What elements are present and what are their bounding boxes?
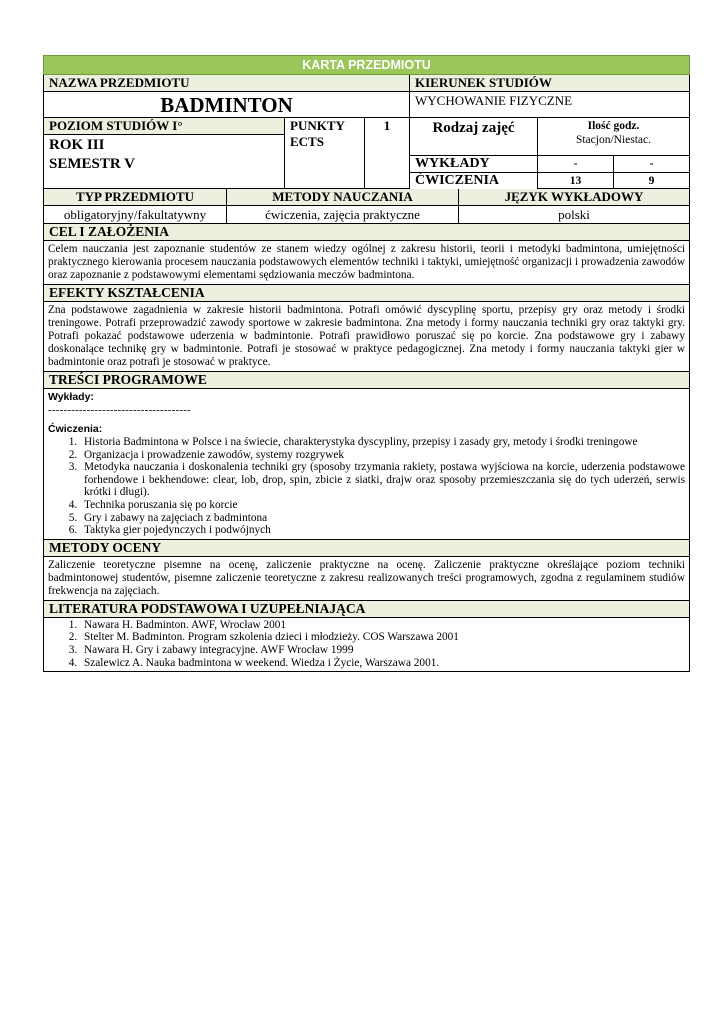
ects-value: 1 (364, 118, 409, 189)
lectures-heading: Wykłady: (48, 391, 94, 403)
direction-label: KIERUNEK STUDIÓW (409, 75, 689, 92)
list-item: 4. Technika poruszania się po korcie (80, 499, 685, 512)
type-value: obligatoryjny/fakultatywny (63, 207, 207, 222)
list-item: 3. Nawara H. Gry i zabawy integracyjne. AWF Wrocław 1999 (80, 644, 685, 657)
level-label: POZIOM STUDIÓW I° (44, 118, 284, 135)
list-item: 2. Stelter M. Badminton. Program szkolenia dzieci i młodzieży. COS Warszawa 2001 (80, 631, 685, 644)
list-item: 1. Nawara H. Badminton. AWF, Wrocław 2001 (80, 619, 685, 632)
list-item: 3. Metodyka nauczania i doskonalenia techniki gry (sposoby trzymania rakiety, postawa wyjściowa na korcie, uderzenia podstawowe forhendowe i bekhendowe: clear, lob, drop, spin, zbicie z siatki, drajw oraz sposoby przemieszczania się do tych uderzeń, serwis krótki i długi). (80, 461, 685, 499)
year-semester (44, 135, 284, 189)
course-card (43, 55, 690, 672)
hours-modes: Stacjon/Niestac. (575, 134, 652, 146)
hours-header (537, 118, 689, 155)
goals-text: Celem nauczania jest zapoznanie studentów ze stanem wiedzy ogólnej z zakresu historii, teorii i metodyki badmintona, umiejętności praktycznego kierowania procesem nauczania podstawowych elementów techniki i taktyki, umiejętność organizacji i prowadzenia zawodów oraz zapoznanie z podstawowymi elementami sędziowania meczów badmintona. (43, 241, 690, 285)
methods-value: ćwiczenia, zajęcia praktyczne (226, 206, 458, 224)
outcomes-text: Zna podstawowe zagadnienia w zakresie historii badmintona. Potrafi omówić dyscyplinę sportu, przepisy gry oraz metody i środki treningowe. Potrafi przeprowadzić zawody sportowe w zakresie badmintona. Zna metody i formy nauczania techniki gry oraz taktyki gry. Potrafi pokazać podstawowe uderzenia w badmintonie. Potrafi prawidłowo poruszać się po korcie. Zna podstawowe gry i zabawy doskonalące technikę gry w badmintonie. Potrafi je stosować w praktyce pedagogicznej. Zna metody i formy nauczania taktyki gier w badmintonie oraz potrafi je stosować w praktyce. (43, 302, 690, 372)
language-label: JĘZYK WYKŁADOWY (458, 189, 689, 206)
subject-row (43, 75, 690, 118)
year-value: ROK III (49, 137, 105, 153)
language-value: polski (458, 206, 689, 224)
lectures-parttime: - (613, 155, 689, 172)
program-body (43, 389, 690, 540)
program-title: TREŚCI PROGRAMOWE (43, 372, 690, 389)
subject-name-label: NAZWA PRZEDMIOTU (44, 75, 409, 92)
list-item: 1. Historia Badmintona w Polsce i na świecie, charakterystyka dyscypliny, przepisy i zasady gry, metody i środki treningowe (80, 436, 685, 449)
ects-label-line-1: PUNKTY (290, 118, 345, 133)
literature-title: LITERATURA PODSTAWOWA I UZUPEŁNIAJĄCA (43, 601, 690, 618)
list-item: 4. Szalewicz A. Nauka badmintona w weekend. Wiedza i Życie, Warszawa 2001. (80, 657, 685, 670)
lectures-fulltime: - (537, 155, 613, 172)
level-row (43, 118, 690, 189)
hours-label: Ilość godz. (587, 120, 640, 132)
lectures-label: WYKŁADY (409, 155, 537, 172)
literature-list (48, 619, 685, 669)
assessment-title: METODY OCENY (43, 540, 690, 557)
type-label: TYP PRZEDMIOTU (44, 189, 226, 206)
semester-value: SEMESTR V (49, 156, 136, 172)
assessment-text: Zaliczenie teoretyczne pisemne na ocenę, zaliczenie praktyczne na ocenę. Zaliczenie praktyczne określające poziom techniki badmintonowej studentów, pisemne zaliczenie teoretyczne z zakresu realizowanych treści programowych, zgodna z regulaminem studiów frekwencja na zajęciach. (43, 557, 690, 601)
card-banner: KARTA PRZEDMIOTU (43, 55, 690, 75)
ects-label (284, 118, 364, 189)
ects-label-line-2: ECTS (290, 134, 324, 149)
list-item: 2. Organizacja i prowadzenie zawodów, systemy rozgrywek (80, 449, 685, 462)
goals-title: CEL I ZAŁOŻENIA (43, 224, 690, 241)
literature-body (43, 618, 690, 672)
exercises-fulltime: 13 (537, 172, 613, 189)
outcomes-title: EFEKTY KSZTAŁCENIA (43, 285, 690, 302)
lectures-dashes: ------------------------------------- (48, 404, 191, 416)
direction-value: WYCHOWANIE FIZYCZNE (409, 92, 689, 118)
subject-name: BADMINTON (160, 93, 293, 117)
list-item: 5. Gry i zabawy na zajęciach z badmintona (80, 512, 685, 525)
class-type-label: Rodzaj zajęć (409, 118, 537, 155)
exercises-label: ĆWICZENIA (409, 172, 537, 189)
exercises-parttime: 9 (613, 172, 689, 189)
methods-label: METODY NAUCZANIA (226, 189, 458, 206)
meta-row (43, 189, 690, 224)
program-list (48, 436, 685, 537)
list-item: 6. Taktyka gier pojedynczych i podwójnych (80, 524, 685, 537)
exercises-heading: Ćwiczenia: (48, 423, 103, 435)
